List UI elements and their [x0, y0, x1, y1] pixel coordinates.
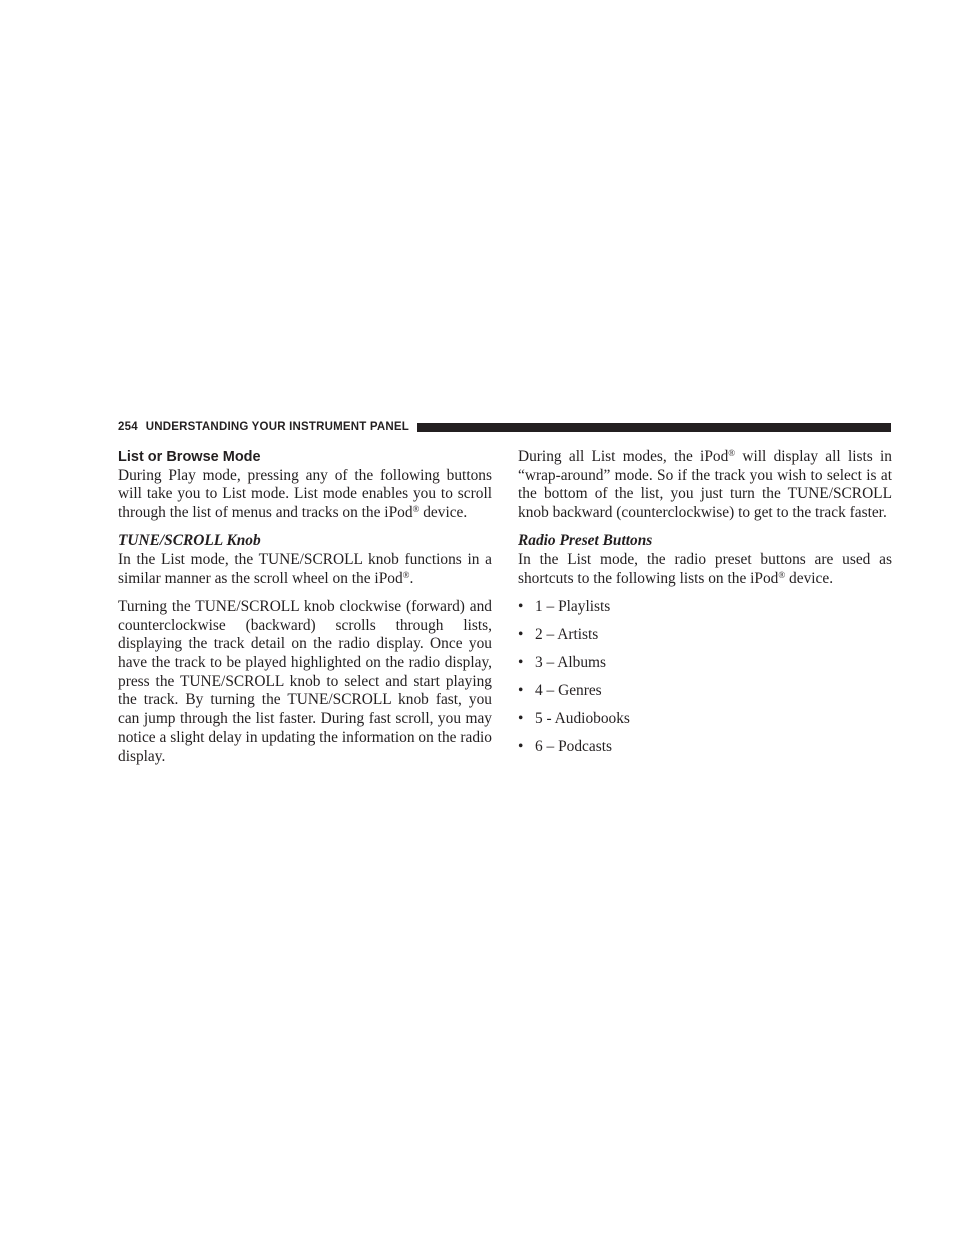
intro-paragraph	[118, 467, 492, 523]
list-item	[518, 710, 892, 729]
preset-paragraph-start: In the List mode, the radio preset buttons are used as shortcuts to the following lists on the iPod	[518, 551, 892, 587]
header-rule	[417, 423, 891, 432]
preset-list	[518, 598, 892, 757]
preset-paragraph-end: device.	[785, 569, 834, 587]
bullet-icon: •	[518, 737, 524, 755]
subheading-radio-preset-buttons: Radio Preset Buttons	[518, 532, 653, 550]
heading-list-or-browse-mode: List or Browse Mode	[118, 449, 261, 465]
knob-paragraph-1	[118, 551, 492, 588]
bullet-icon: •	[518, 653, 524, 671]
list-item	[518, 682, 892, 701]
registered-mark: ®	[412, 504, 420, 515]
bullet-icon: •	[518, 597, 524, 615]
knob-paragraph-1-end: .	[409, 569, 414, 587]
wrap-around-paragraph	[518, 448, 892, 523]
page-number: 254	[118, 421, 138, 433]
bullet-icon: •	[518, 709, 524, 727]
list-item-label: 2 – Artists	[535, 625, 599, 643]
registered-mark: ®	[402, 569, 410, 580]
list-item	[518, 626, 892, 645]
preset-paragraph	[518, 551, 892, 588]
left-column	[118, 448, 492, 766]
registered-mark: ®	[728, 448, 736, 458]
knob-paragraph-1-text: In the List mode, the TUNE/SCROLL knob functions in a similar manner as the scroll wheel on the iPod	[118, 551, 492, 587]
subheading-tune-scroll-knob: TUNE/SCROLL Knob	[118, 532, 261, 550]
wrap-paragraph-end: will display all lists in “wrap-around” mode. So if the track you wish to select is at the bottom of the list, you just turn the TUNE/SCROLL knob backward (counterclockwise) to get to the track faster.	[518, 448, 892, 522]
bullet-icon: •	[518, 681, 524, 699]
section-title: UNDERSTANDING YOUR INSTRUMENT PANEL	[145, 421, 409, 433]
knob-paragraph-2: Turning the TUNE/SCROLL knob clockwise (forward) and counterclockwise (backward) scrolls through lists, displaying the track detail on the radio display. Once you have the track to be played highlighted on the radio display, press the TUNE/SCROLL knob to select and start playing the track. By turning the TUNE/SCROLL knob fast, you can jump through the list faster. During fast scroll, you may notice a slight delay in updating the information on the radio display.	[118, 597, 492, 765]
registered-mark: ®	[778, 569, 786, 580]
list-item	[518, 598, 892, 617]
list-item	[518, 738, 892, 757]
intro-paragraph-end: device.	[419, 504, 468, 522]
page-header	[118, 419, 891, 435]
wrap-paragraph-start: During all List modes, the iPod	[518, 448, 729, 465]
list-item	[518, 654, 892, 673]
right-column	[518, 448, 892, 766]
bullet-icon: •	[518, 625, 524, 643]
list-item-label: 1 – Playlists	[535, 597, 611, 615]
list-item-label: 4 – Genres	[535, 681, 602, 699]
list-item-label: 6 – Podcasts	[535, 737, 612, 755]
list-item-label: 5 - Audiobooks	[535, 709, 630, 727]
list-item-label: 3 – Albums	[535, 653, 606, 671]
intro-paragraph-text: During Play mode, pressing any of the following buttons will take you to List mode. List mode enables you to scroll through the list of menus and tracks on the iPod	[118, 466, 492, 522]
